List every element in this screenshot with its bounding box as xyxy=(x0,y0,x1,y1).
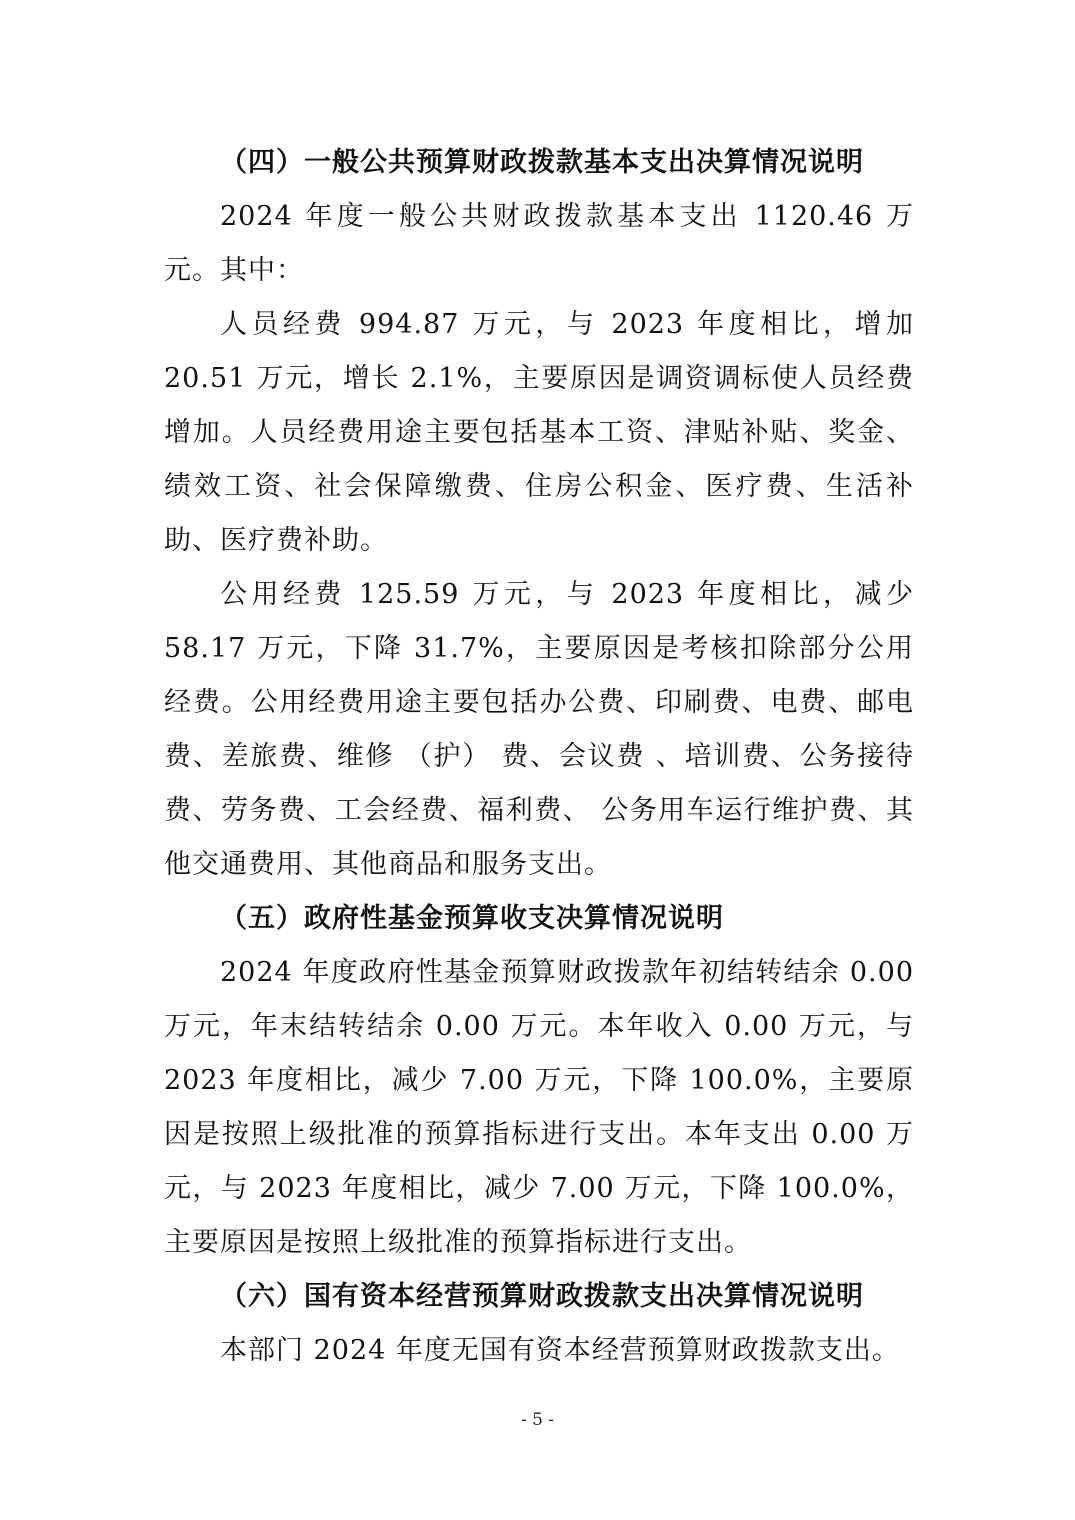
section-5-paragraph: 2024 年度政府性基金预算财政拨款年初结转结余 0.00 万元，年末结转结余 0.00 万元。本年收入 0.00 万元，与 2023 年度相比，减少 7.00 万元，下降 100.0%，主要原因是按照上级批准的预算指标进行支出。本年支出 0.00 万元，与 2023 年度相比，减少 7.00 万元，下降 100.0%，主要原因是按照上级批准的预算指标进行支出。 xyxy=(164,957,914,1258)
document-body xyxy=(164,136,914,1378)
section-5-heading: （五）政府性基金预算收支决算情况说明 xyxy=(220,903,724,934)
section-4-paragraph-public: 公用经费 125.59 万元，与 2023 年度相比，减少 58.17 万元，下降 31.7%，主要原因是考核扣除部分公用经费。公用经费用途主要包括办公费、印刷费、电费、邮电费、差旅费、维修 （护） 费、会议费 、培训费、公务接待费、劳务费、工会经费、福利费、 公务用车运行维护费、其他交通费用、其他商品和服务支出。 xyxy=(164,579,914,880)
section-4-paragraph-personnel: 人员经费 994.87 万元，与 2023 年度相比，增加 20.51 万元，增长 2.1%，主要原因是调资调标使人员经费增加。人员经费用途主要包括基本工资、津贴补贴、奖金、绩效工资、社会保障缴费、住房公积金、医疗费、生活补助、医疗费补助。 xyxy=(164,309,914,556)
page-number: - 5 - xyxy=(520,1410,555,1430)
section-6-heading: （六）国有资本经营预算财政拨款支出决算情况说明 xyxy=(220,1281,864,1312)
section-6-paragraph: 本部门 2024 年度无国有资本经营预算财政拨款支出。 xyxy=(220,1335,900,1366)
section-4-paragraph-total: 2024 年度一般公共财政拨款基本支出 1120.46 万元。其中： xyxy=(164,201,914,286)
section-4-heading: （四）一般公共预算财政拨款基本支出决算情况说明 xyxy=(220,147,864,178)
